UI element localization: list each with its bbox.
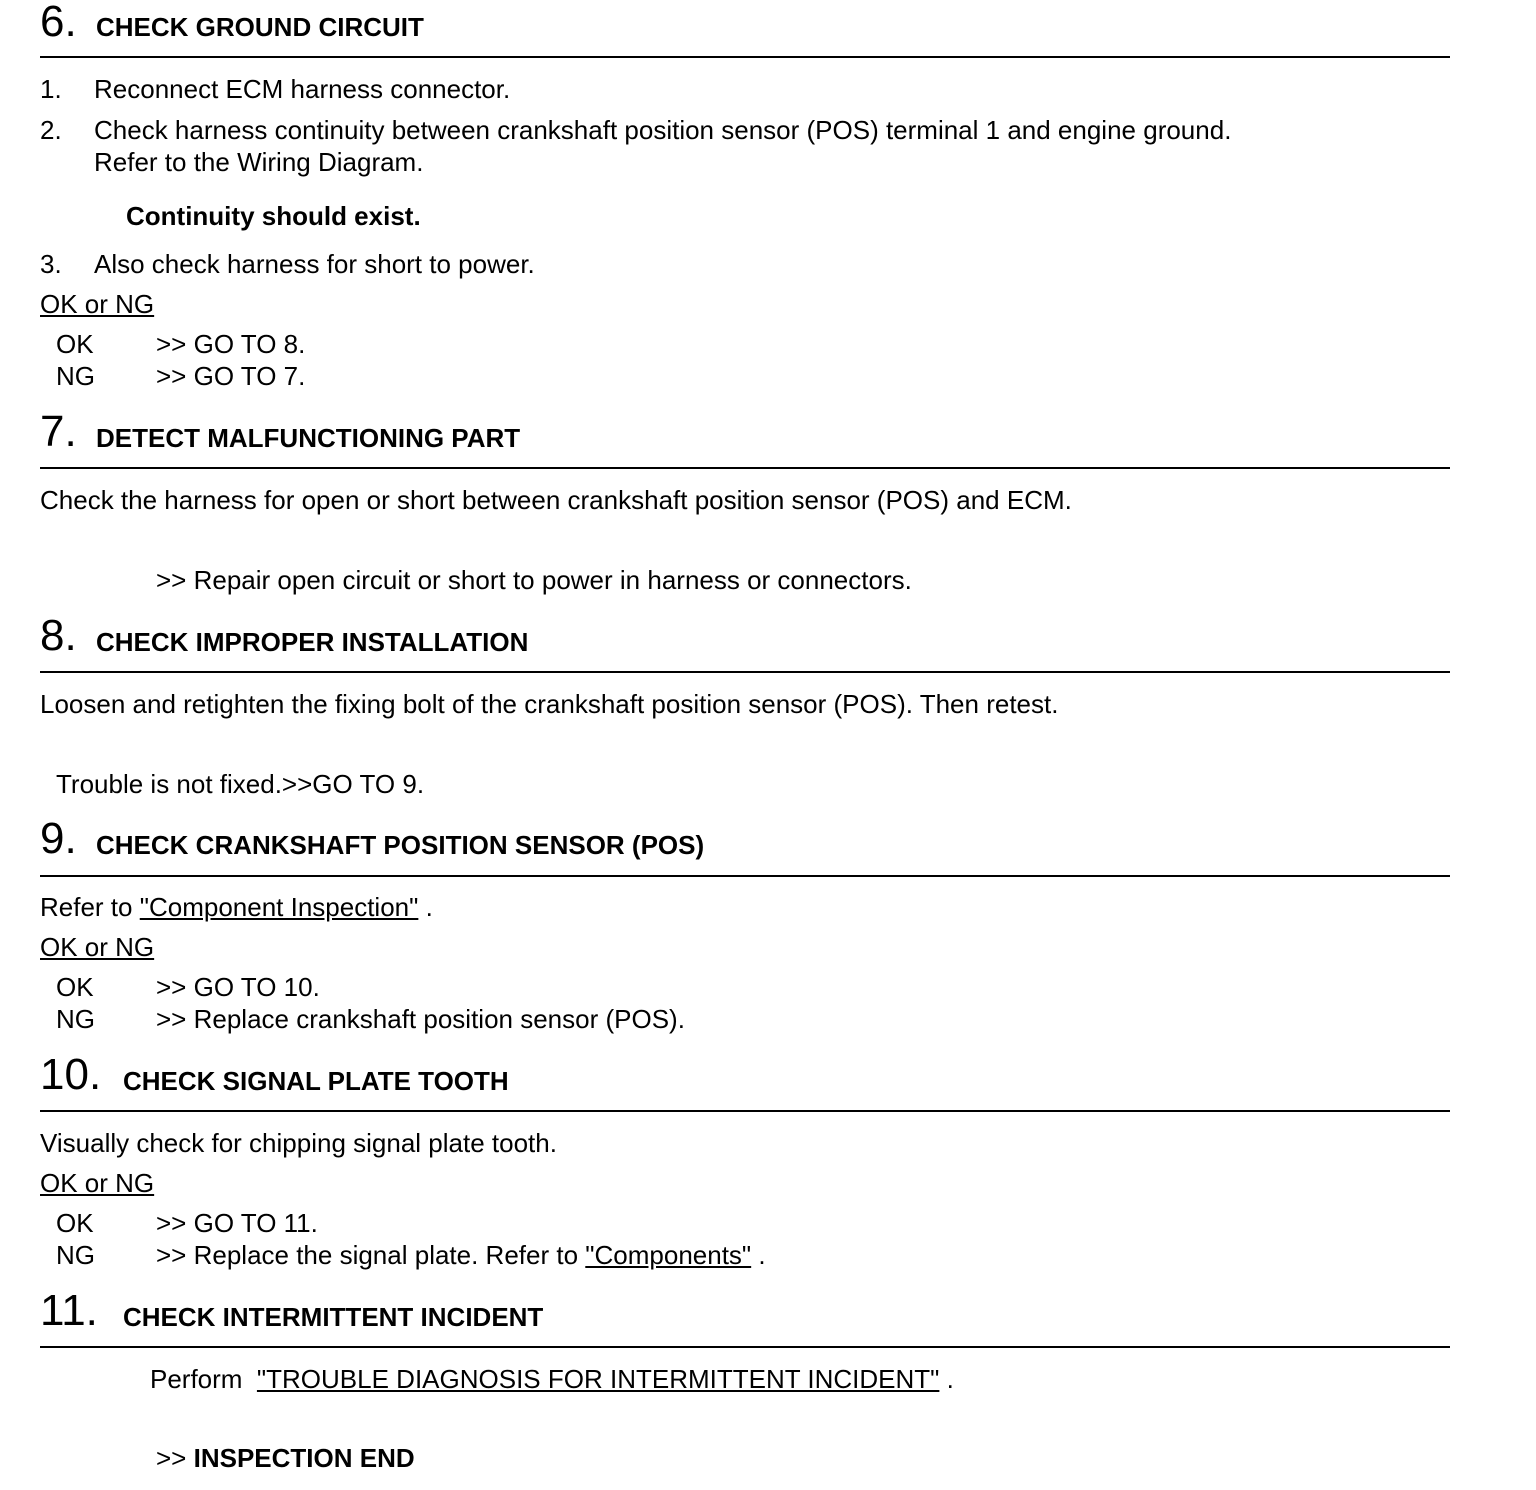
ng-label: NG — [56, 1240, 95, 1270]
step-number: 11. — [40, 1286, 98, 1335]
step-body: Check the harness for open or short between crankshaft position sensor (POS) and ECM. — [40, 485, 1072, 515]
refer-prefix: Refer to — [40, 892, 133, 922]
list-number: 3. — [40, 249, 62, 279]
step-number: 9. — [40, 814, 77, 863]
step-number: 7. — [40, 407, 77, 456]
step-title: CHECK SIGNAL PLATE TOOTH — [123, 1066, 509, 1096]
step-result: Trouble is not fixed.>>GO TO 9. — [56, 769, 425, 799]
ok-action: >> GO TO 11. — [156, 1208, 318, 1238]
step-title: CHECK CRANKSHAFT POSITION SENSOR (POS) — [96, 830, 705, 860]
refer-line — [40, 892, 433, 922]
components-link[interactable]: "Components" — [585, 1240, 752, 1270]
list-item: Reconnect ECM harness connector. — [94, 74, 511, 104]
ng-label: NG — [56, 1004, 95, 1034]
component-inspection-link[interactable]: "Component Inspection" — [139, 892, 419, 922]
ng-action: >> Replace crankshaft position sensor (POS). — [156, 1004, 685, 1034]
ok-label: OK — [56, 1208, 94, 1238]
step-action: >> Repair open circuit or short to power in harness or connectors. — [156, 565, 912, 595]
divider — [40, 467, 1450, 469]
list-number: 2. — [40, 115, 62, 145]
step-title: DETECT MALFUNCTIONING PART — [96, 423, 521, 453]
perform-line — [150, 1364, 954, 1394]
ok-label: OK — [56, 329, 94, 359]
ng-action: >> GO TO 7. — [156, 361, 306, 391]
end-text: INSPECTION END — [193, 1443, 415, 1473]
divider — [40, 875, 1450, 877]
inspection-end — [156, 1443, 415, 1473]
step-title: CHECK INTERMITTENT INCIDENT — [123, 1302, 544, 1332]
refer-suffix: . — [425, 892, 433, 922]
divider — [40, 56, 1450, 58]
ok-ng-label: OK or NG — [40, 289, 155, 319]
list-item-continuation: Refer to the Wiring Diagram. — [94, 147, 424, 177]
step-number: 6. — [40, 0, 77, 46]
ng-label: NG — [56, 361, 95, 391]
end-arrows: >> — [156, 1443, 187, 1473]
ng-action-text: >> Replace the signal plate. Refer to — [156, 1240, 579, 1270]
ng-action-suffix: . — [758, 1240, 766, 1270]
list-item: Check harness continuity between crankshaft position sensor (POS) terminal 1 and engine ground. — [94, 115, 1232, 145]
list-number: 1. — [40, 74, 62, 104]
ok-ng-label: OK or NG — [40, 932, 155, 962]
divider — [40, 671, 1450, 673]
intermittent-incident-link[interactable]: "TROUBLE DIAGNOSIS FOR INTERMITTENT INCIDENT" — [256, 1364, 940, 1394]
divider — [40, 1110, 1450, 1112]
ok-action: >> GO TO 10. — [156, 972, 320, 1002]
step-number: 10. — [40, 1050, 102, 1099]
step-title: CHECK GROUND CIRCUIT — [96, 12, 424, 42]
step-body: Loosen and retighten the fixing bolt of the crankshaft position sensor (POS). Then retest. — [40, 689, 1059, 719]
ng-action — [156, 1240, 766, 1270]
perform-prefix: Perform — [150, 1364, 243, 1394]
ok-action: >> GO TO 8. — [156, 329, 306, 359]
step-title: CHECK IMPROPER INSTALLATION — [96, 627, 529, 657]
divider — [40, 1346, 1450, 1348]
ok-ng-label: OK or NG — [40, 1168, 155, 1198]
ok-label: OK — [56, 972, 94, 1002]
spec-note: Continuity should exist. — [126, 201, 421, 231]
perform-suffix: . — [946, 1364, 954, 1394]
step-number: 8. — [40, 611, 77, 660]
step-body: Visually check for chipping signal plate tooth. — [40, 1128, 557, 1158]
list-item: Also check harness for short to power. — [94, 249, 535, 279]
